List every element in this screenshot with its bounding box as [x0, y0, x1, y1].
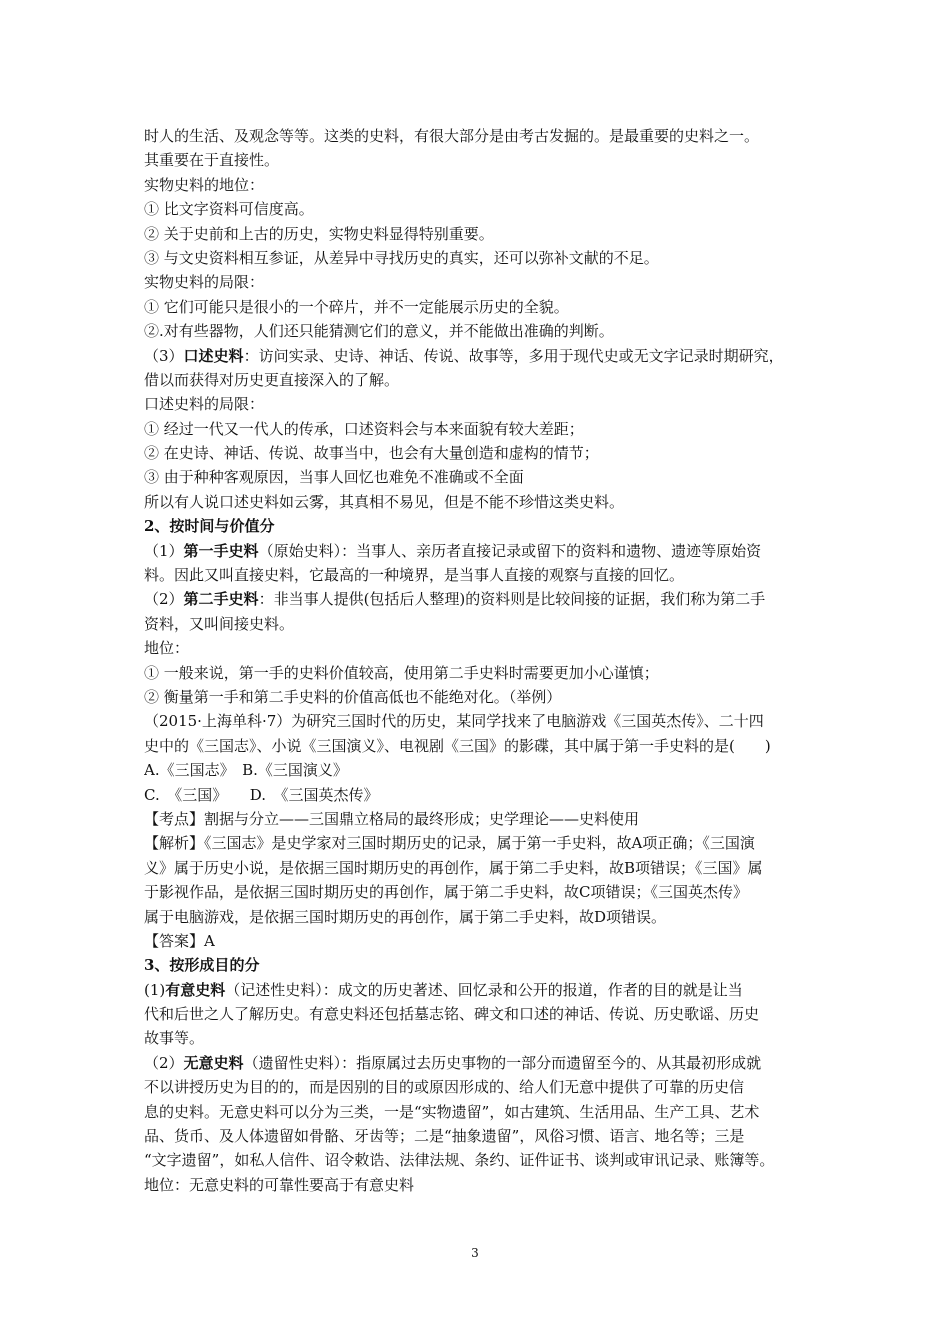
text-line: 实物史料的地位： [144, 175, 265, 194]
text-line: ② 关于史前和上古的历史，实物史料显得特别重要。 [144, 224, 494, 243]
page-body [144, 124, 812, 1197]
text-line: 其重要在于直接性。 [144, 151, 280, 170]
text-line: 地位： [144, 639, 190, 658]
bold-term: 2、按时间与价值分 [144, 517, 275, 536]
text-segment: ：非当事人提供(包括后人整理)的资料则是比较间接的证据，我们称为第二手 [258, 590, 766, 609]
text-line: 故事等。 [144, 1029, 205, 1048]
text-line: （2015·上海单科·7）为研究三国时代的历史，某同学找来了电脑游戏《三国英杰传》、二十四 [144, 712, 764, 731]
text-line: 所以有人说口述史料如云雾，其真相不易见，但是不能不珍惜这类史料。 [144, 492, 625, 511]
text-line: ① 经过一代又一代人的传承，口述资料会与本来面貌有较大差距； [144, 419, 584, 438]
text-segment: （记述性史料）：成文的历史著述、回忆录和公开的报道，作者的目的就是让当 [225, 980, 743, 999]
text-line [144, 953, 812, 977]
text-segment: （3） [144, 346, 184, 365]
text-line: 【考点】割据与分立——三国鼎立格局的最终形成；史学理论——史料使用 [144, 809, 640, 828]
bold-term: 有意史料 [165, 980, 226, 999]
text-segment: （2） [144, 590, 184, 609]
text-line: ③ 与文史资料相互参证，从差异中寻找历史的真实，还可以弥补文献的不足。 [144, 248, 659, 267]
text-line: 时人的生活、及观念等等。这类的史料，有很大部分是由考古发掘的。是最重要的史料之一。 [144, 127, 760, 145]
text-line [144, 978, 812, 1002]
text-segment: （遗留性史料）：指原属过去历史事物的一部分而遗留至今的、从其最初形成就 [243, 1053, 762, 1072]
text-line: C. 《三国》 D. 《三国英杰传》 [144, 785, 379, 804]
text-line: ① 它们可能只是很小的一个碎片，并不一定能展示历史的全貌。 [144, 297, 569, 316]
text-line: “文字遗留”，如私人信件、诏令敕诰、法律法规、条约、证件证书、谈判或审讯记录、账簿等。 [144, 1151, 775, 1170]
text-line: 属于电脑游戏，是依据三国时期历史的再创作，属于第二手史料，故D项错误。 [144, 907, 667, 926]
text-segment: ：访问实录、史诗、神话、传说、故事等，多用于现代史或无文字记录时期研究， [243, 346, 784, 365]
text-line: 【答案】A [144, 931, 215, 950]
text-line: ① 一般来说，第一手的史料价值较高，使用第二手史料时需要更加小心谨慎； [144, 663, 659, 682]
bold-term: 第二手史料 [183, 590, 259, 609]
text-line: 借以而获得对历史更直接深入的了解。 [144, 370, 400, 389]
text-line [144, 539, 812, 563]
text-line: 料。因此又叫直接史料，它最高的一种境界，是当事人直接的观察与直接的回忆。 [144, 566, 685, 585]
text-line: ②.对有些器物，人们还只能猜测它们的意义，并不能做出准确的判断。 [144, 322, 614, 341]
bold-term: 无意史料 [183, 1053, 244, 1072]
text-line: 不以讲授历史为目的的，而是因别的目的或原因形成的、给人们无意中提供了可靠的历史信 [144, 1078, 745, 1097]
text-line: 实物史料的局限： [144, 273, 265, 292]
text-line [144, 587, 812, 611]
bold-term: 第一手史料 [183, 541, 259, 560]
text-line [144, 344, 812, 368]
text-line [144, 1051, 812, 1075]
text-line: 资料，又叫间接史料。 [144, 614, 295, 633]
text-segment: （1） [144, 541, 184, 560]
text-line: ③ 由于种种客观原因，当事人回忆也难免不准确或不全面 [144, 468, 524, 487]
text-line: ② 衡量第一手和第二手史料的价值高低也不能绝对化。（举例） [144, 687, 562, 706]
text-line: 代和后世之人了解历史。有意史料还包括墓志铭、碑文和口述的神话、传说、历史歌谣、历史 [144, 1005, 760, 1024]
text-line: 于影视作品，是依据三国时期历史的再创作，属于第二手史料，故C项错误；《三国英杰传》 [144, 883, 748, 902]
text-segment: （原始史料）：当事人、亲历者直接记录或留下的资料和遗物、遗迹等原始资 [258, 541, 762, 560]
text-segment: （2） [144, 1053, 184, 1072]
text-line: 品、货币、及人体遗留如骨骼、牙齿等；二是“抽象遗留”，风俗习惯、语言、地名等；三是 [144, 1127, 745, 1146]
bold-term: 口述史料 [183, 346, 244, 365]
text-line: ① 比文字资料可信度高。 [144, 200, 314, 219]
text-line [144, 514, 812, 538]
text-segment: (1) [144, 980, 166, 999]
text-line: 口述史料的局限： [144, 395, 265, 414]
text-line: 息的史料。无意史料可以分为三类，一是“实物遗留”，如古建筑、生活用品、生产工具、艺术 [144, 1102, 760, 1121]
text-line: A.《三国志》 B.《三国演义》 [144, 761, 348, 780]
text-line: 【解析】《三国志》是史学家对三国时期历史的记录，属于第一手史料，故A项正确；《三国演 [144, 834, 755, 853]
bold-term: 3、按形成目的分 [144, 956, 260, 975]
text-line: 义》属于历史小说，是依据三国时期历史的再创作，属于第二手史料，故B项错误；《三国》属 [144, 858, 763, 877]
text-line: ② 在史诗、神话、传说、故事当中，也会有大量创造和虚构的情节； [144, 444, 599, 463]
page-number: 3 [471, 1246, 479, 1260]
text-line: 史中的《三国志》、小说《三国演义》、电视剧《三国》的影碟，其中属于第一手史料的是( ) [144, 736, 771, 755]
text-line: 地位：无意史料的可靠性要高于有意史料 [144, 1175, 415, 1194]
